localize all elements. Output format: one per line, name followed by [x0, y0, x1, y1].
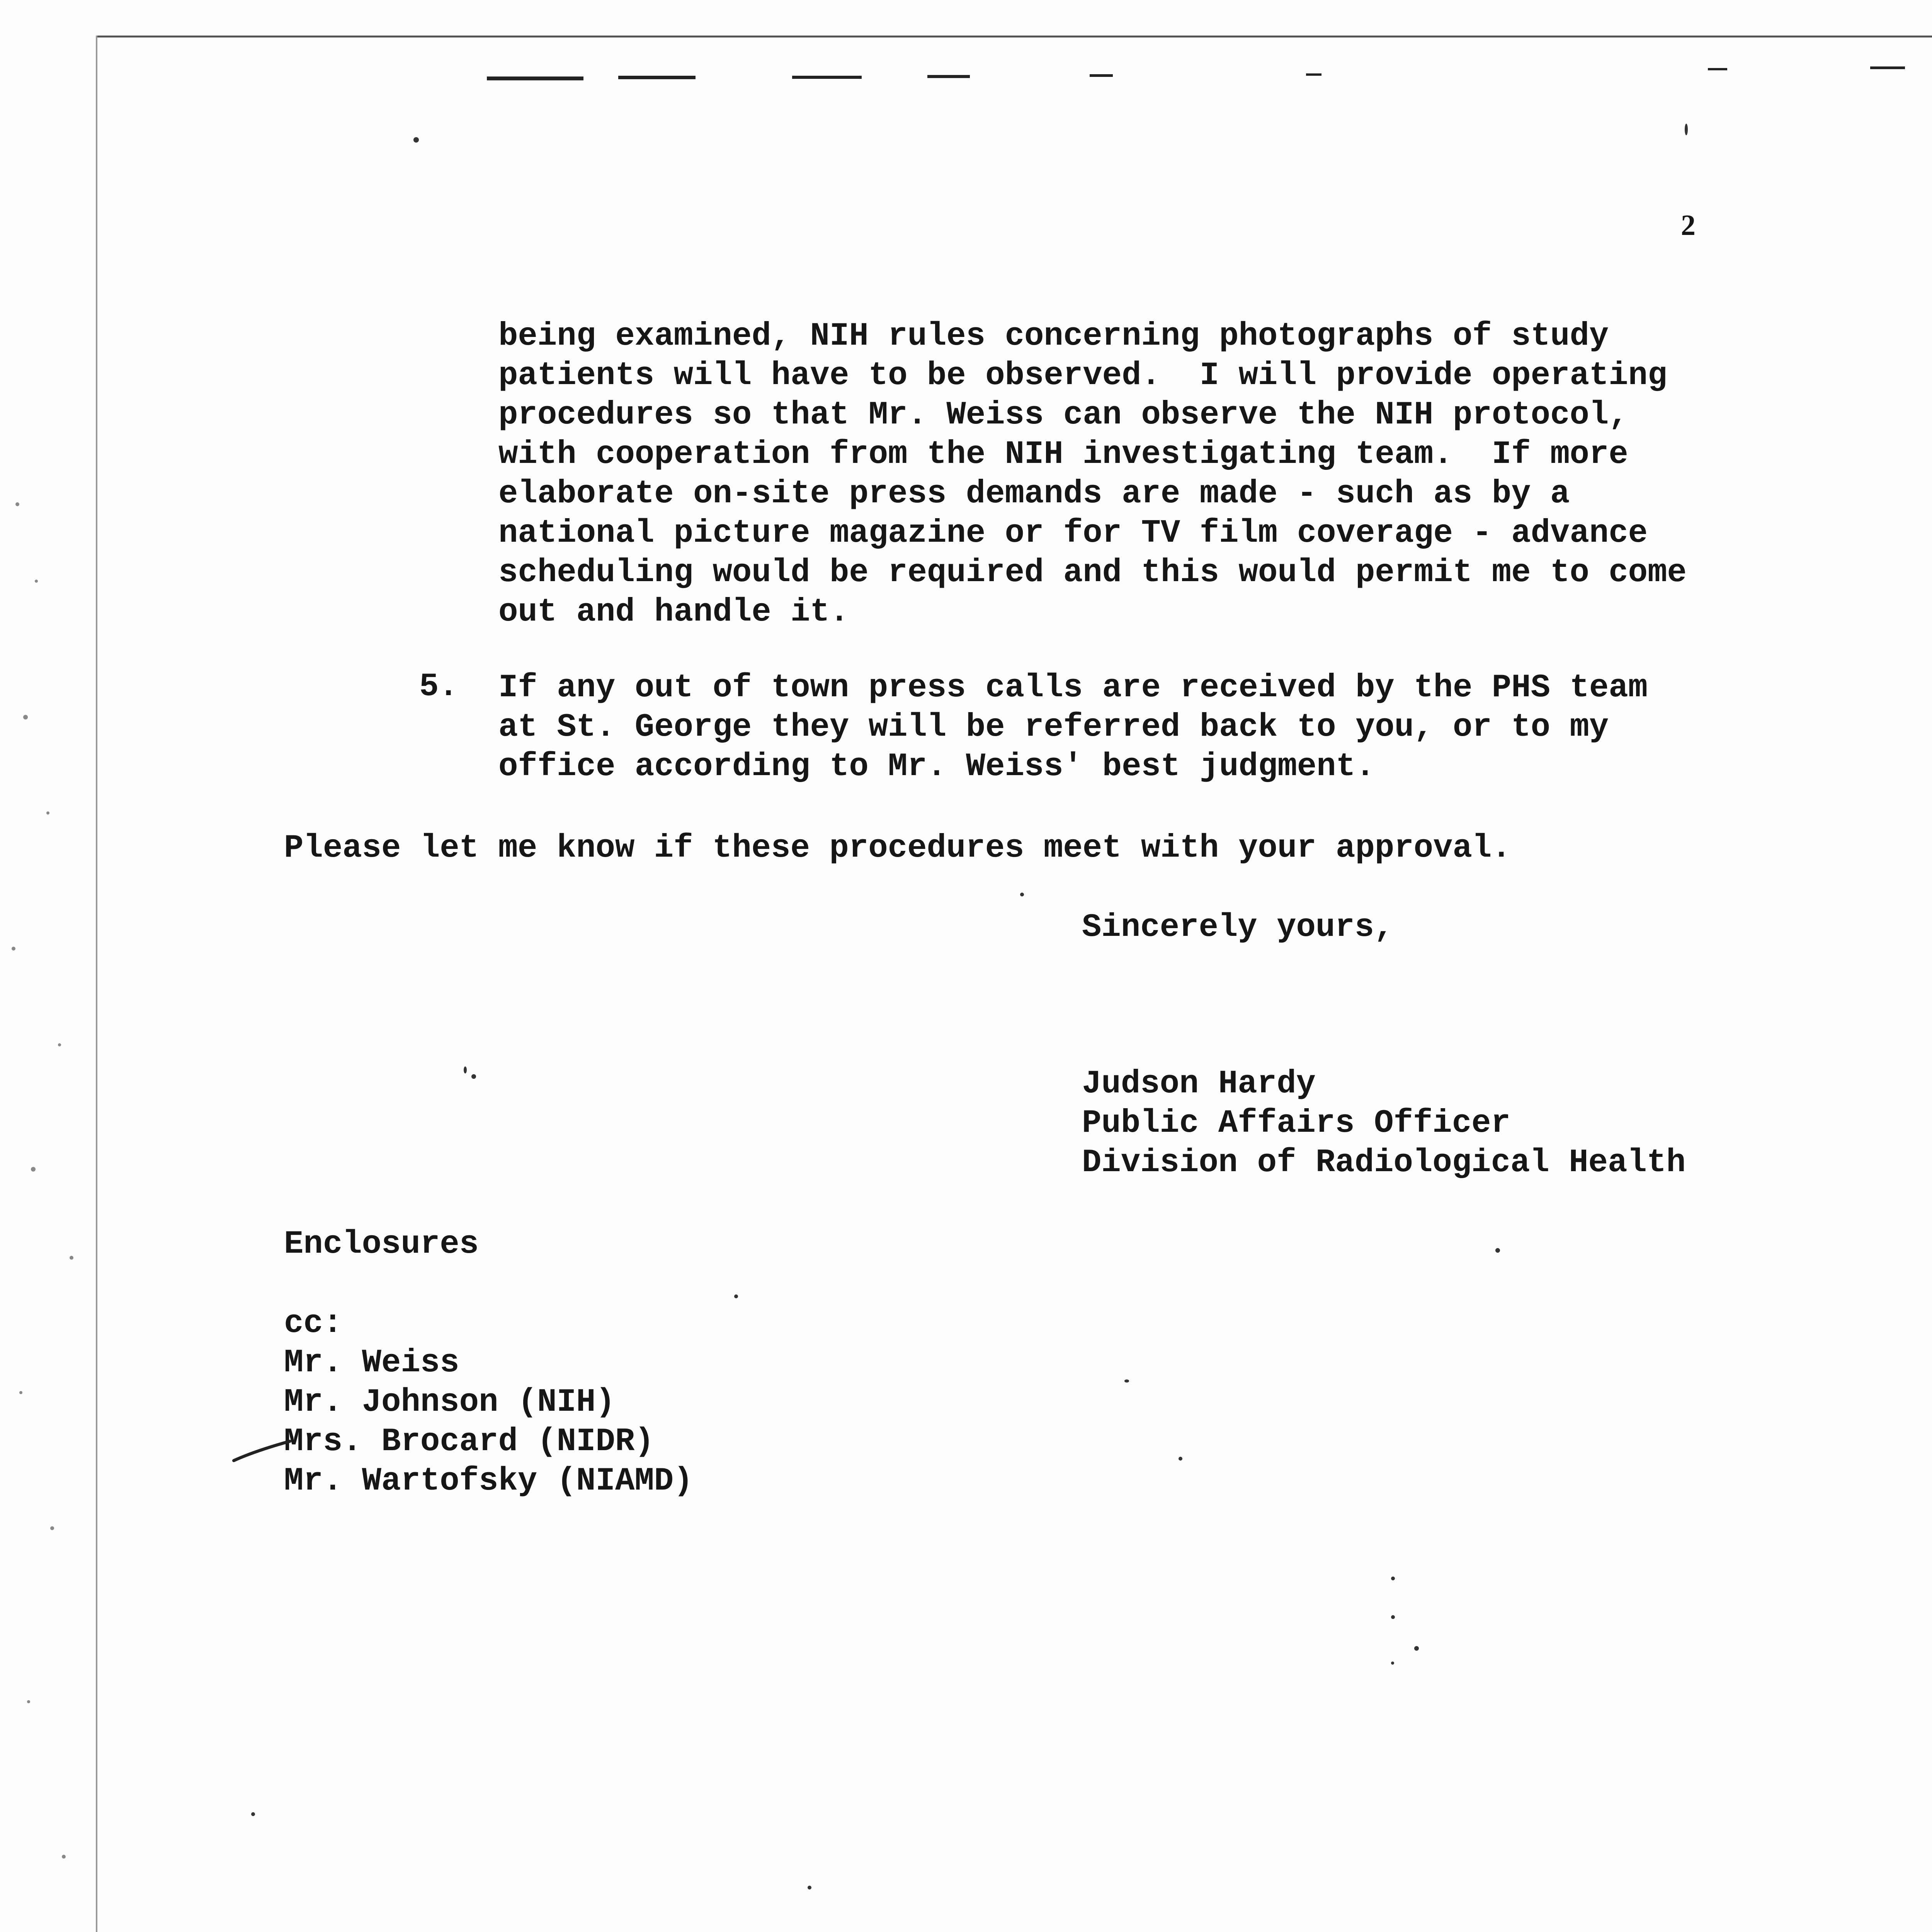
scan-speck: [1685, 124, 1688, 135]
continued-paragraph: [498, 317, 1687, 632]
paragraph-line: scheduling would be required and this would permit me to come: [498, 554, 1687, 591]
item-5-paragraph: [498, 668, 1648, 787]
header-dash-7: [1708, 68, 1727, 70]
paragraph-line: If any out of town press calls are received by the PHS team: [498, 670, 1648, 706]
paragraph-line: at St. George they will be referred back to you, or to my: [498, 709, 1609, 746]
paragraph-line: out and handle it.: [498, 594, 849, 631]
paragraph-line: elaborate on-site press demands are made - such as by a: [498, 476, 1570, 512]
header-dash-2: [618, 76, 696, 79]
cc-label: cc:: [284, 1305, 343, 1342]
top-border-line: [97, 36, 1932, 37]
enclosures-text: Enclosures: [284, 1226, 479, 1263]
cc-recipient: Mr. Wartofsky (NIAMD): [284, 1463, 693, 1500]
paragraph-line: being examined, NIH rules concerning photographs of study: [498, 318, 1609, 355]
enclosures-label: [284, 1225, 479, 1264]
paragraph-line: procedures so that Mr. Weiss can observe the NIH protocol,: [498, 397, 1628, 434]
scan-speck: [1391, 1615, 1395, 1619]
cc-recipient: Mr. Johnson (NIH): [284, 1384, 615, 1421]
header-dash-8: [1870, 66, 1905, 69]
signer-division: Division of Radiological Health: [1082, 1145, 1686, 1181]
header-dash-6: [1306, 73, 1321, 76]
scan-speck: [1020, 893, 1024, 896]
header-dash-4: [927, 75, 970, 78]
scan-speck: [471, 1074, 476, 1079]
scan-speck: [464, 1066, 467, 1073]
scan-speck: [1414, 1646, 1419, 1651]
header-dash-5: [1090, 74, 1113, 77]
paragraph-line: national picture magazine or for TV film coverage - advance: [498, 515, 1648, 552]
signature-block: [1082, 1065, 1686, 1183]
signer-name: Judson Hardy: [1082, 1066, 1316, 1102]
paragraph-line: office according to Mr. Weiss' best judgment.: [498, 748, 1375, 785]
scan-speck: [1179, 1457, 1182, 1461]
header-dash-3: [792, 76, 862, 79]
signer-title: Public Affairs Officer: [1082, 1105, 1510, 1142]
paragraph-line: patients will have to be observed. I will provide operating: [498, 357, 1667, 394]
scan-speck: [1124, 1379, 1129, 1383]
closing: [1082, 908, 1394, 947]
check-mark-icon: [232, 1430, 294, 1464]
scan-speck: [808, 1886, 811, 1889]
scan-speck: [734, 1294, 738, 1298]
closing-text: Sincerely yours,: [1082, 909, 1394, 946]
request-line: [284, 829, 1511, 868]
left-edge-scan-noise: [0, 464, 100, 1932]
request-line-text: Please let me know if these procedures meet with your approval.: [284, 830, 1511, 867]
cc-list: [284, 1304, 693, 1501]
cc-recipient: Mr. Weiss: [284, 1345, 459, 1381]
scan-speck: [251, 1812, 255, 1816]
scan-speck: [1391, 1577, 1395, 1580]
scan-speck: [1495, 1248, 1500, 1253]
item-5-number: 5.: [419, 668, 458, 705]
page-number: 2: [1681, 209, 1696, 242]
paragraph-line: with cooperation from the NIH investigating team. If more: [498, 436, 1628, 473]
scan-speck: [1391, 1662, 1394, 1665]
cc-recipient: Mrs. Brocard (NIDR): [284, 1423, 654, 1460]
scan-speck: [413, 137, 419, 143]
header-dash-1: [487, 77, 583, 80]
